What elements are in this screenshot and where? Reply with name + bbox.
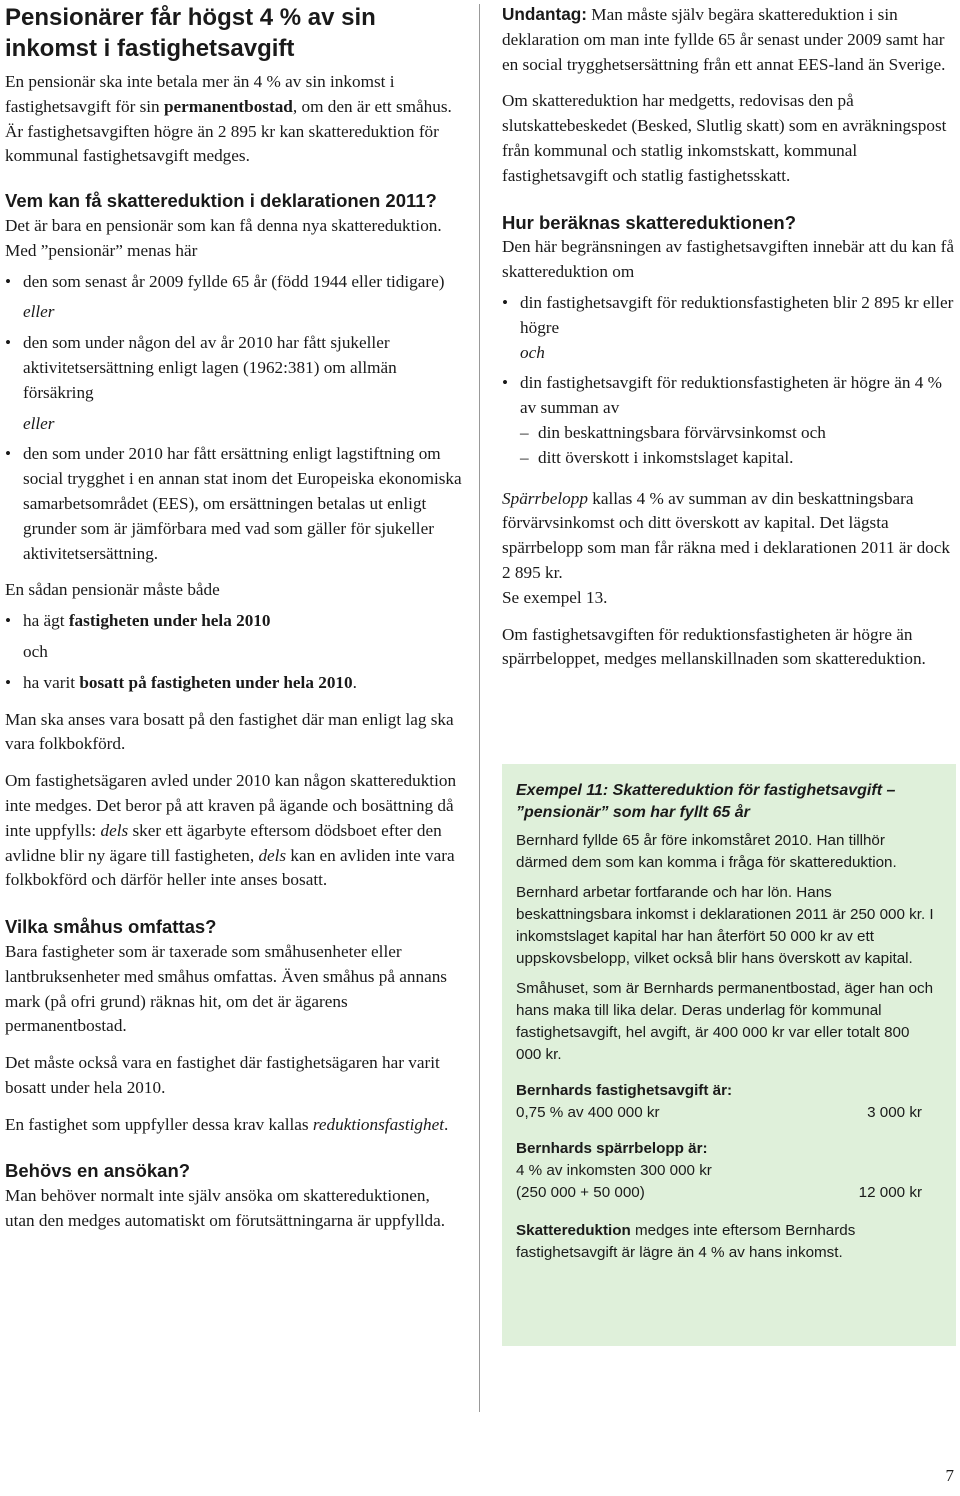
example-box <box>502 764 956 1346</box>
called-text-end: . <box>444 1114 449 1134</box>
fee-row <box>516 1102 922 1124</box>
exception-paragraph <box>502 2 956 77</box>
list-item: • den som under någon del av år 2010 har fått sjukeller aktivitetsersättning enligt lagen (1962:381) om allmän försäkring <box>5 331 463 405</box>
intro-text-end: , om den är ett småhus. Är fastighetsavgiften högre än 2 895 kr kan skattereduktion för kommunal fastighetsavgift medges. <box>5 96 452 166</box>
apply-paragraph: Man behöver normalt inte själv ansöka om skattereduktionen, utan den medges automatiskt om förutsättningarna är uppfyllda. <box>5 1186 446 1231</box>
list-item: • din fastighetsavgift för reduktionsfastigheten är högre än 4 % av summan av <box>502 371 956 421</box>
intro-text-start: En pensionär ska inte betala mer än 4 % av sin inkomst i fastighetsavgift för sin <box>5 72 395 116</box>
see-example: Se exempel 13. <box>502 587 608 607</box>
calc-paragraph: Den här begränsningen av fastighetsavgiften innebär att du kan få skattereduktion om <box>502 237 954 282</box>
heading-calc: Hur beräknas skattereduktionen? <box>502 211 797 233</box>
heading-who: Vem kan få skattereduktion i deklarationen 2011? <box>5 190 437 212</box>
barrier-term: Spärrbelopp <box>502 488 588 508</box>
heading-which: Vilka småhus omfattas? <box>5 916 217 938</box>
exception-label: Undantag: <box>502 4 587 24</box>
conclusion-bold: Skattereduktion <box>516 1222 631 1239</box>
pensioner-criteria-list-3 <box>5 442 463 566</box>
conjunction-and: och <box>23 641 48 661</box>
conclusion-paragraph <box>516 1220 936 1264</box>
transfer-em-2: dels <box>258 845 287 865</box>
calc-list-2 <box>502 371 956 421</box>
transfer-paragraph <box>5 769 463 893</box>
example-content <box>516 780 936 1264</box>
dash-item: – din beskattningsbara förvärvsinkomst och <box>502 421 956 446</box>
live-text: ha varit <box>23 672 80 692</box>
which-paragraph-2: Det måste också vara en fastighet där fastighetsägaren har varit bosatt under hela 2010. <box>5 1053 440 1097</box>
transfer-text-start: Om fastighetsägaren avled under 2010 kan någon skattereduktion inte medges. Det beror på att kraven på ägande och bosättning då inte uppfylls: <box>5 771 457 840</box>
example-paragraph-1: Bernhard fyllde 65 år före inkomståret 2010. Han tillhör därmed dem som kan komma i fråga för skattereduktion. <box>516 832 897 871</box>
own-bold: fastigheten under hela 2010 <box>68 611 271 631</box>
column-divider <box>479 4 480 1412</box>
dash-item: – ditt överskott i inkomstslaget kapital. <box>502 446 956 471</box>
conjunction-or: eller <box>23 413 55 433</box>
barrier-value: 12 000 kr <box>858 1184 922 1201</box>
barrier-text: kallas 4 % av summan av din beskattningsbara förvärvsinkomst och ditt överskott av kapital. Det lägsta spärrbelopp som man får räkna med i deklarationen 2011 är dock 2 895 kr. <box>502 488 950 582</box>
conclusion-text: medges inte eftersom Bernhards fastighetsavgift är lägre än 4 % av hans inkomst. <box>516 1222 856 1261</box>
fee-heading: Bernhards fastighetsavgift är: <box>516 1082 733 1099</box>
requirements-list-2 <box>5 671 463 696</box>
fee-calc: 0,75 % av 400 000 kr <box>516 1104 660 1121</box>
transfer-text-end: kan en avliden inte vara folkbokförd och därför heller inte anses bosatt. <box>5 845 455 890</box>
live-bold: bosatt på fastigheten under hela 2010 <box>79 672 353 692</box>
live-text-end: . <box>352 672 357 692</box>
heading-apply: Behövs en ansökan? <box>5 1160 191 1182</box>
calc-list <box>502 291 956 341</box>
called-term: reduktionsfastighet <box>312 1114 444 1134</box>
barrier-paragraph <box>502 487 956 586</box>
page-number: 7 <box>945 1466 954 1485</box>
exception-text: Man måste själv begära skattereduktion i sin deklaration om man inte fyllde 65 år senast under 2009 samt har en social trygghetsersättning från ett annat EES-land än Sverige. <box>502 5 946 74</box>
transfer-text-mid: sker ett ägarbyte eftersom dödsboet efter den avlidne blir ny ägare till fastigheten, <box>5 820 442 865</box>
intro-paragraph <box>5 70 463 169</box>
barrier-heading: Bernhards spärrbelopp är: <box>516 1140 708 1157</box>
reported-paragraph: Om skattereduktion har medgetts, redovisas den på slutskattebeskedet (Besked, Slutlig skatt) som en avräkningspost från kommunal och statlig inkomstskatt, kommunal fastighetsavgift och statlig fastighetsskatt. <box>502 91 947 185</box>
barrier-row-2 <box>516 1182 922 1204</box>
conjunction-or: eller <box>23 302 55 322</box>
barrier-line-2: (250 000 + 50 000) <box>516 1184 645 1201</box>
called-paragraph <box>5 1113 463 1138</box>
list-item: • den som under 2010 har fått ersättning enligt lagstiftning om social trygghet i en annan stat inom det Europeiska ekonomiska samarbetsområdet (EES), om ersättningen betalas ut enligt grunder som är jämförbara med vad som gäller för sjukeller aktivitetsersättning. <box>5 442 463 566</box>
which-paragraph: Bara fastigheter som är taxerade som småhusenheter eller lantbruksenheter med småhus omfattas. Även småhus på annans mark (på ofri grund) räknas hit, om det är ägarens permanentbostad. <box>5 941 447 1036</box>
called-text: En fastighet som uppfyller dessa krav kallas <box>5 1114 313 1134</box>
list-item: • din fastighetsavgift för reduktionsfastigheten blir 2 895 kr eller högre <box>502 291 956 341</box>
list-item <box>5 609 463 634</box>
conjunction-and: och <box>520 342 545 362</box>
fee-value: 3 000 kr <box>867 1104 922 1121</box>
page-title: Pensionärer får högst 4 % av sin inkomst i fastighetsavgift <box>5 4 376 62</box>
list-item <box>5 671 463 696</box>
left-column <box>5 0 463 1234</box>
example-paragraph-2: Bernhard arbetar fortfarande och har lön. Hans beskattningsbara inkomst i deklarationen 2011 är 250 000 kr. I inkomstslaget kapital har han återfört 50 000 kr av ett uppskovsbelopp, vilket också blir hans överskott av kapital. <box>516 884 934 967</box>
intro-bold-term: permanentbostad <box>163 96 293 116</box>
example-title: Exempel 11: Skattereduktion för fastighetsavgift – ”pensionär” som har fyllt 65 år <box>516 782 896 821</box>
barrier-row-1 <box>516 1160 922 1182</box>
pensioner-criteria-list <box>5 270 463 295</box>
residence-paragraph: Man ska anses vara bosatt på den fastighet där man enligt lag ska vara folkbokförd. <box>5 709 454 754</box>
must-both-paragraph: En sådan pensionär måste både <box>5 580 220 600</box>
example-paragraph-3: Småhuset, som är Bernhards permanentbostad, äger han och hans maka till lika delar. Deras underlag för kommunal fastighetsavgift, hel avgift, är 400 000 kr var eller totalt 800 000 kr. <box>516 980 934 1063</box>
own-text: ha ägt <box>23 611 69 631</box>
who-paragraph: Det är bara en pensionär som kan få denna nya skattereduktion. Med ”pensionär” menas här <box>5 215 442 260</box>
requirements-list <box>5 609 463 634</box>
barrier-line-1: 4 % av inkomsten 300 000 kr <box>516 1162 712 1179</box>
exceed-paragraph: Om fastighetsavgiften för reduktionsfastigheten är högre än spärrbeloppet, medges mellanskillnaden som skattereduktion. <box>502 624 926 669</box>
transfer-em-1: dels <box>100 820 129 840</box>
list-item: • den som senast år 2009 fyllde 65 år (född 1944 eller tidigare) <box>5 270 463 295</box>
right-column <box>502 2 956 672</box>
pensioner-criteria-list-2 <box>5 331 463 405</box>
